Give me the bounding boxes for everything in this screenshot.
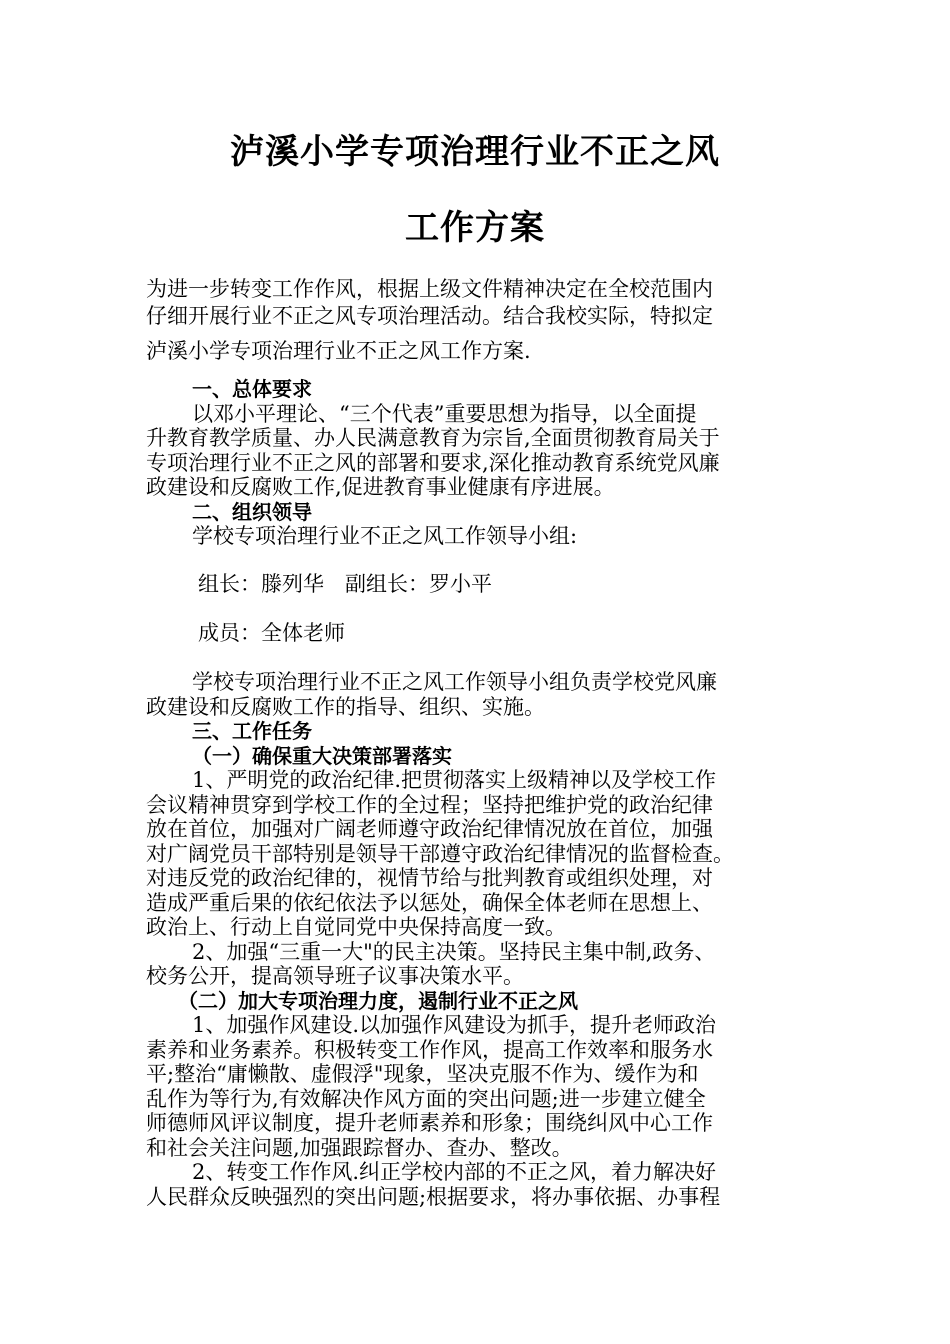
subsection-1-line: 2、加强“三重一大"的民主决策。坚持民主集中制,政务、 xyxy=(192,939,716,964)
section-1-line: 以邓小平理论、“三个代表”重要思想为指导，以全面提 xyxy=(192,401,697,426)
doc-title-line2: 工作方案 xyxy=(405,208,545,248)
subsection-1-line: 政治上、行动上自觉同党中央保持高度一致。 xyxy=(146,915,566,939)
subsection-2-line: 素养和业务素养。积极转变工作作风，提高工作效率和服务水 xyxy=(146,1037,713,1062)
section-2-desc-line: 政建设和反腐败工作的指导、组织、实施。 xyxy=(146,694,545,719)
intro-line: 仔细开展行业不正之风专项治理活动。结合我校实际，特拟定 xyxy=(146,304,713,328)
subsection-1-line: 会议精神贯穿到学校工作的全过程；坚持把维护党的政治纪律 xyxy=(146,792,713,817)
section-1 xyxy=(146,377,818,549)
subsection-1-line: 放在首位，加强对广阔老师遵守政治纪律情况放在首位，加强 xyxy=(146,817,713,841)
leaders-line: 组长：滕列华 副组长：罗小平 xyxy=(198,572,492,596)
subsection-2-heading: （二）加大专项治理力度，遏制行业不正之风 xyxy=(178,988,578,1013)
members-line: 成员：全体老师 xyxy=(198,621,345,645)
subsection-2-line: 人民群众反映强烈的突出问题;根据要求，将办事依据、办事程 xyxy=(146,1184,721,1209)
section-2-heading: 二、组织领导 xyxy=(192,499,312,524)
subsection-2-line: 2、转变工作作风.纠正学校内部的不正之风，着力解决好 xyxy=(192,1160,717,1184)
subsection-2-line: 师德师风评议制度，提升老师素养和形象；围绕纠风中心工作 xyxy=(146,1111,713,1135)
doc-title-line1: 泸溪小学专项治理行业不正之风 xyxy=(230,132,720,172)
section-1-heading: 一、总体要求 xyxy=(192,377,312,401)
members-line-wrap xyxy=(146,621,818,646)
section-3 xyxy=(146,670,818,1209)
intro-line: 为进一步转变工作作风，根据上级文件精神决定在全校范围内 xyxy=(146,277,713,301)
subsection-1-line: 对违反党的政治纪律的，视情节给与批判教育或组织处理，对 xyxy=(146,866,713,890)
subsection-2-line: 乱作为等行为,有效解决作风方面的突出问题;进一步建立健全 xyxy=(146,1086,706,1111)
subsection-2-line: 1、加强作风建设.以加强作风建设为抓手，提升老师政治 xyxy=(192,1013,717,1037)
subsection-1-line: 造成严重后果的依纪依法予以惩处，确保全体老师在思想上、 xyxy=(146,890,713,915)
subsection-1-line: 对广阔党员干部特别是领导干部遵守政治纪律情况的监督检查。 xyxy=(146,841,734,866)
intro-line: 泸溪小学专项治理行业不正之风工作方案. xyxy=(146,339,531,363)
subsection-2-line: 和社会关注问题,加强跟踪督办、查办、整改。 xyxy=(146,1135,573,1160)
subsection-1-line: 校务公开，提高领导班子议事决策水平。 xyxy=(146,964,524,988)
subsection-1-line: 1、严明党的政治纪律.把贯彻落实上级精神以及学校工作 xyxy=(192,768,717,792)
section-3-heading: 三、工作任务 xyxy=(192,719,312,743)
section-1-line: 升教育教学质量、办人民满意教育为宗旨,全面贯彻教育局关于 xyxy=(146,426,720,450)
section-1-line: 政建设和反腐败工作,促进教育事业健康有序进展。 xyxy=(146,475,615,499)
subsection-1-heading: （一）确保重大决策部署落实 xyxy=(192,743,452,768)
section-2-line: 学校专项治理行业不正之风工作领导小组: xyxy=(192,524,578,548)
section-1-line: 专项治理行业不正之风的部署和要求,深化推动教育系统党风廉 xyxy=(146,450,720,475)
leaders-line-wrap xyxy=(146,572,818,597)
section-2-desc-line: 学校专项治理行业不正之风工作领导小组负责学校党风廉 xyxy=(192,670,717,694)
subsection-2-line: 平;整治“庸懒散、虚假浮"现象，坚决克服不作为、缓作为和 xyxy=(146,1062,699,1086)
intro-paragraph xyxy=(146,276,818,365)
